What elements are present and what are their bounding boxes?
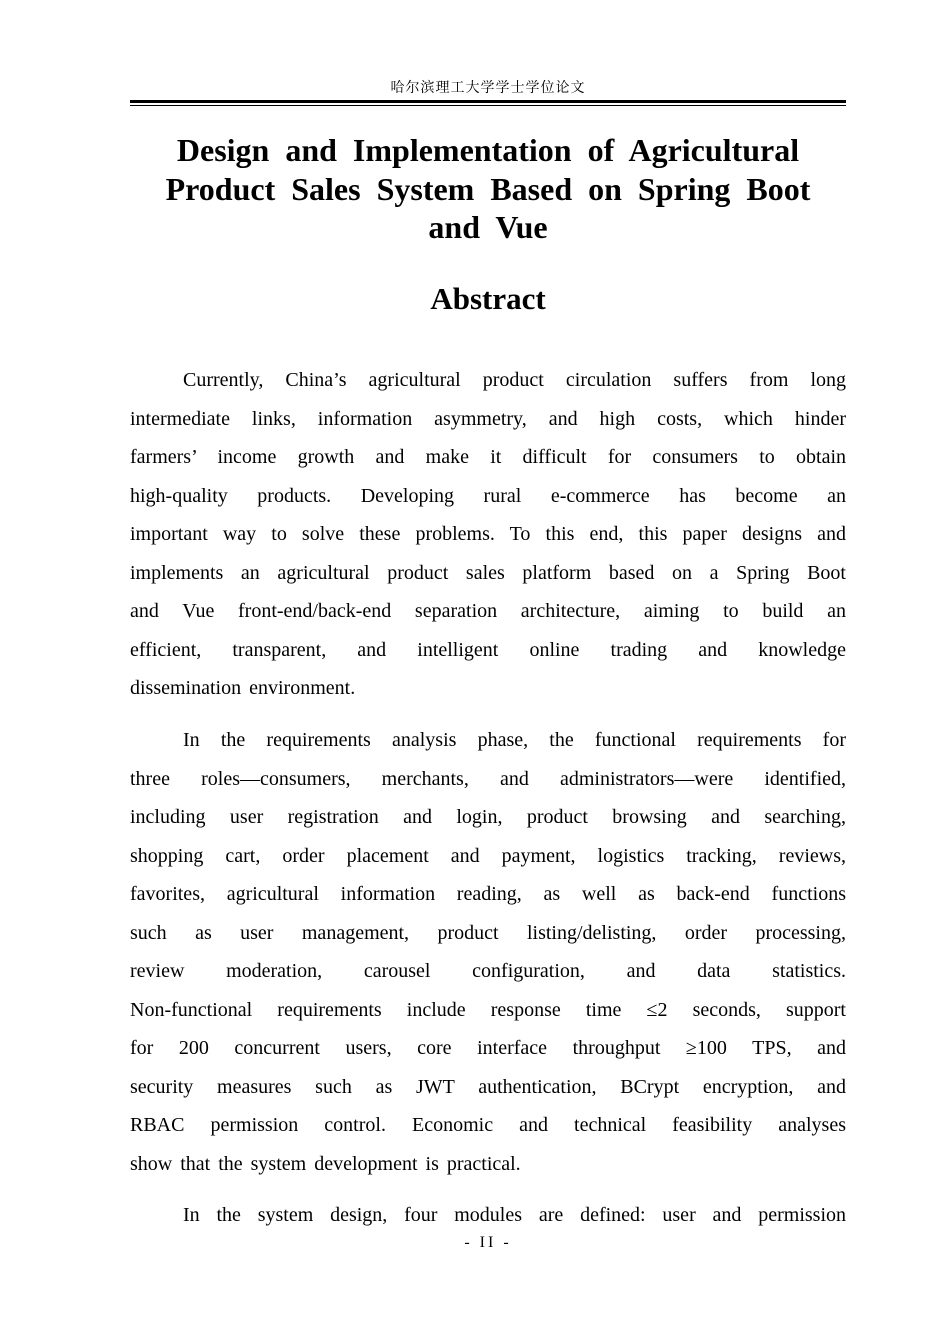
- text-line: three roles—consumers, merchants, and administrators—were identified,: [130, 767, 846, 790]
- text-line: such as user management, product listing/delisting, order processing,: [130, 921, 846, 944]
- text-line: and Vue front-end/back-end separation architecture, aiming to build an: [130, 600, 846, 622]
- text-line: dissemination environment.: [130, 677, 356, 699]
- text-line: RBAC permission control. Economic and technical feasibility analyses: [130, 1114, 846, 1136]
- text-line: In the system design, four modules are defined: user and permission: [183, 1204, 846, 1226]
- text-line: review moderation, carousel configuration, and data statistics.: [130, 960, 846, 982]
- text-line: farmers’ income growth and make it difficult for consumers to obtain: [130, 446, 846, 468]
- text-line: intermediate links, information asymmetry, and high costs, which hinder: [130, 407, 846, 430]
- text-line: including user registration and login, product browsing and searching,: [130, 806, 846, 828]
- text-line: important way to solve these problems. To this end, this paper designs and: [130, 523, 846, 545]
- text-line: favorites, agricultural information reading, as well as back-end functions: [130, 883, 846, 905]
- text-line: Currently, China’s agricultural product circulation suffers from long: [183, 369, 846, 391]
- abstract-paragraph-2: [130, 721, 846, 1183]
- text-line: for 200 concurrent users, core interface throughput ≥100 TPS, and: [130, 1037, 846, 1059]
- text-line: security measures such as JWT authentication, BCrypt encryption, and: [130, 1075, 846, 1098]
- text-line: efficient, transparent, and intelligent online trading and knowledge: [130, 638, 846, 661]
- text-line: show that the system development is practical.: [130, 1152, 521, 1175]
- text-line: In the requirements analysis phase, the functional requirements for: [183, 729, 846, 751]
- text-line: shopping cart, order placement and payment, logistics tracking, reviews,: [130, 844, 846, 867]
- title-line: Product Sales System Based on Spring Boot: [165, 170, 811, 207]
- text-line: Non-functional requirements include response time ≤2 seconds, support: [130, 998, 846, 1021]
- text-line: high-quality products. Developing rural e-commerce has become an: [130, 484, 846, 507]
- abstract-paragraph-1: [130, 361, 846, 708]
- text-line: implements an agricultural product sales platform based on a Spring Boot: [130, 561, 846, 584]
- header-rule-thin: [130, 105, 846, 106]
- abstract-heading: Abstract: [430, 281, 546, 316]
- title-line: Design and Implementation of Agricultural: [176, 132, 800, 168]
- thesis-title: [150, 131, 826, 247]
- page-number: - II -: [464, 1234, 512, 1251]
- title-line: and Vue: [428, 209, 548, 245]
- abstract-paragraph-3: [130, 1196, 846, 1235]
- running-header: 哈尔滨理工大学学士学位论文: [390, 80, 586, 96]
- header-rule-thick: [130, 100, 846, 103]
